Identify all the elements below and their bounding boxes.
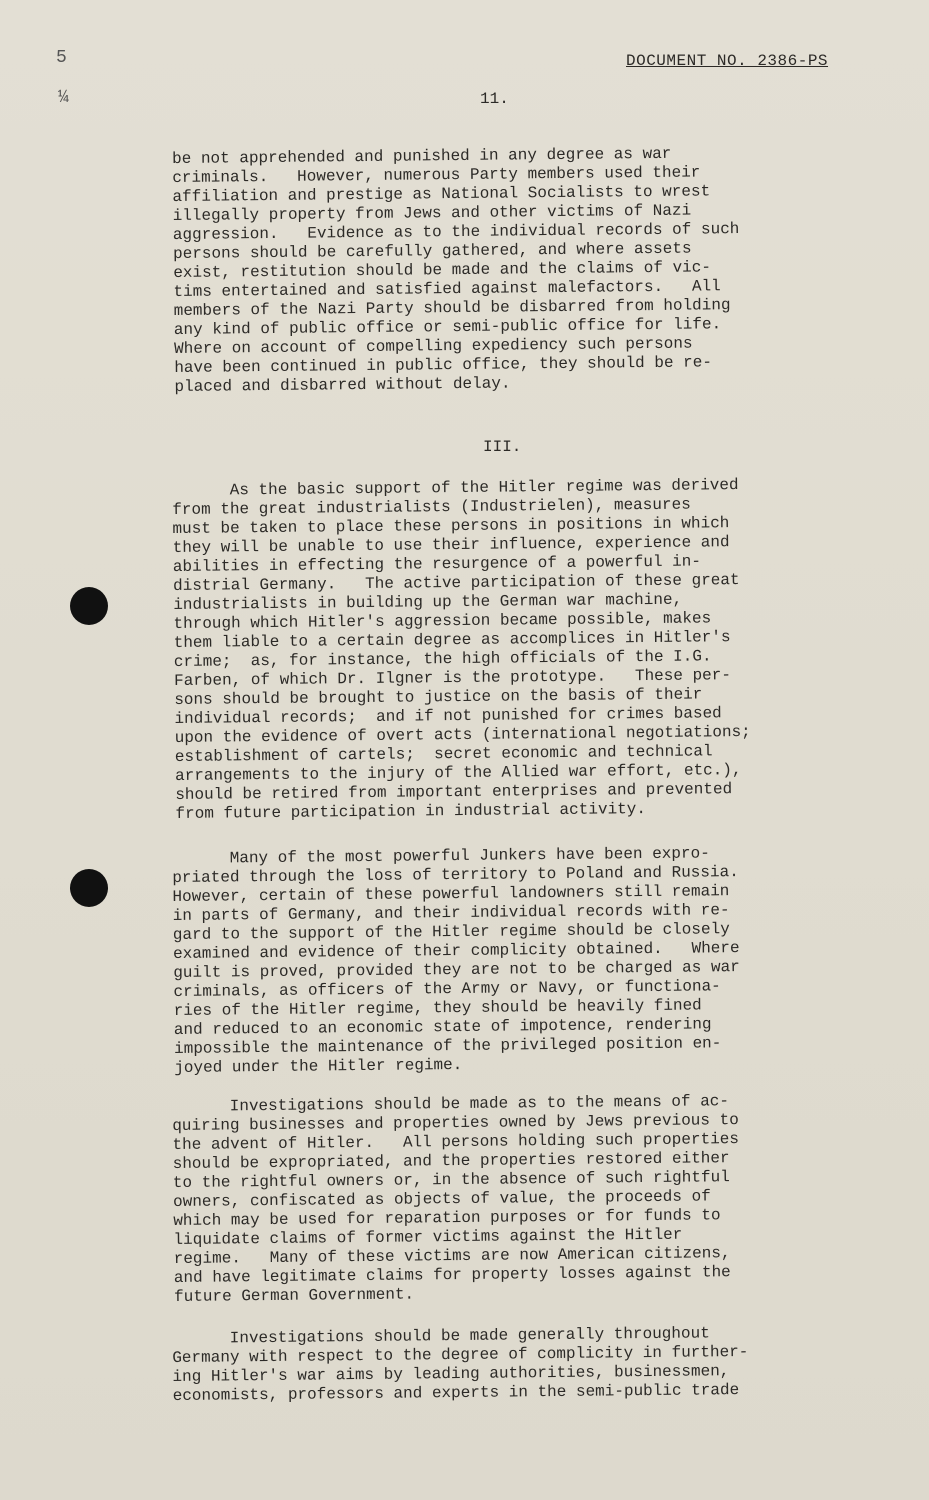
text-line: the advent of Hitler. All persons holding such properties: [172, 1130, 740, 1154]
text-line: quiring businesses and properties owned by Jews previous to: [172, 1111, 739, 1135]
text-line: Investigations should be made as to the means of ac-: [172, 1092, 730, 1116]
text-line: to the rightful owners or, in the absence of such rightful: [172, 1168, 730, 1192]
text-line: be not apprehended and punished in any degree as war: [172, 144, 672, 168]
margin-mark-second: ¼: [58, 88, 69, 108]
text-line: and reduced to an economic state of impotence, rendering: [173, 1015, 712, 1039]
text-line: economists, professors and experts in the semi-public trade: [172, 1381, 740, 1405]
text-line: from the great industrialists (Industrielen), measures: [172, 495, 691, 519]
text-line: establishment of cartels; secret economic and technical: [174, 742, 713, 766]
margin-mark-top: 5: [56, 48, 67, 68]
text-line: criminals, as officers of the Army or Navy, or functiona-: [173, 977, 721, 1001]
text-line: placed and disbarred without delay.: [174, 374, 511, 396]
text-line: However, certain of these powerful landowners still remain: [172, 882, 730, 906]
text-line: Where on account of compelling expediency such persons: [173, 334, 693, 358]
section-heading-iii: III.: [483, 438, 522, 456]
text-line: criminals. However, numerous Party members used their: [172, 163, 701, 187]
text-line: crime; as, for instance, the high officials of the I.G.: [173, 647, 712, 671]
text-line: abilities in effecting the resurgence of a powerful in-: [172, 552, 702, 576]
text-line: distrial Germany. The active participation of these great: [172, 571, 740, 595]
text-line: exist, restitution should be made and the claims of vic-: [173, 258, 712, 282]
text-line: illegally property from Jews and other victims of Nazi: [172, 201, 692, 225]
text-line: they will be unable to use their influence, experience and: [172, 533, 730, 557]
punch-hole-upper: [70, 587, 108, 625]
text-line: individual records; and if not punished for crimes based: [174, 704, 722, 728]
text-line: ries of the Hitler regime, they should be heavily fined: [173, 996, 702, 1020]
paragraph-jewish-properties: [172, 1090, 894, 1307]
text-line: owners, confiscated as objects of value, the proceeds of: [172, 1187, 711, 1211]
text-line: must be taken to place these persons in positions in which: [172, 514, 730, 538]
text-line: Germany with respect to the degree of complicity in further-: [172, 1342, 749, 1367]
page-number: 11.: [480, 90, 509, 108]
text-line: should be expropriated, and the properties restored either: [172, 1149, 730, 1173]
text-line: arrangements to the injury of the Allied war effort, etc.),: [174, 761, 742, 785]
text-line: future German Government.: [173, 1285, 415, 1306]
text-line: guilt is proved, provided they are not to be charged as war: [173, 958, 740, 982]
text-line: and have legitimate claims for property losses against the: [173, 1263, 731, 1287]
text-line: in parts of Germany, and their individual records with re-: [172, 901, 730, 925]
text-line: which may be used for reparation purposes or for funds to: [173, 1206, 721, 1230]
punch-hole-lower: [70, 869, 108, 907]
text-line: examined and evidence of their complicity obtained. Where: [172, 939, 740, 963]
text-line: them liable to a certain degree as accomplices in Hitler's: [173, 628, 731, 652]
text-line: sons should be brought to justice on the basis of their: [174, 685, 703, 709]
text-line: any kind of public office or semi-public office for life.: [173, 315, 722, 339]
paragraph-junkers: [172, 842, 894, 1078]
text-line: ing Hitler's war aims by leading authorities, businessmen,: [172, 1362, 730, 1386]
text-line: have been continued in public office, they should be re-: [174, 353, 713, 377]
text-line: upon the evidence of overt acts (international negotiations;: [174, 722, 751, 747]
text-line: affiliation and prestige as National Socialists to wrest: [172, 182, 711, 206]
text-line: priated through the loss of territory to Poland and Russia.: [172, 863, 739, 887]
text-line: from future participation in industrial activity.: [175, 800, 647, 823]
text-line: impossible the maintenance of the privileged position en-: [173, 1034, 722, 1058]
text-line: Investigations should be made generally throughout: [172, 1324, 710, 1348]
paragraph-complicity: [172, 1322, 893, 1406]
paragraph-industrialists: [172, 474, 896, 824]
text-line: Many of the most powerful Junkers have been expro-: [172, 844, 710, 868]
text-line: should be retired from important enterprises and prevented: [175, 780, 733, 804]
document-number: DOCUMENT NO. 2386-PS: [626, 52, 829, 70]
text-line: gard to the support of the Hitler regime should be closely: [172, 920, 730, 944]
text-line: industrialists in building up the German war machine,: [173, 590, 683, 614]
text-line: Farben, of which Dr. Ilgner is the prototype. These per-: [173, 666, 732, 690]
text-line: through which Hitler's aggression became possible, makes: [173, 609, 712, 633]
text-line: persons should be carefully gathered, and where assets: [172, 239, 692, 263]
text-line: aggression. Evidence as to the individual records of such: [172, 220, 740, 244]
text-line: tims entertained and satisfied against malefactors. All: [173, 277, 721, 301]
text-line: joyed under the Hitler regime.: [174, 1055, 463, 1077]
text-line: members of the Nazi Party should be disbarred from holding: [173, 296, 731, 320]
text-line: As the basic support of the Hitler regime was derived: [172, 476, 739, 500]
text-line: regime. Many of these victims are now American citizens,: [173, 1244, 731, 1268]
section-one-text: [172, 142, 895, 397]
text-line: liquidate claims of former victims against the Hitler: [173, 1225, 683, 1249]
